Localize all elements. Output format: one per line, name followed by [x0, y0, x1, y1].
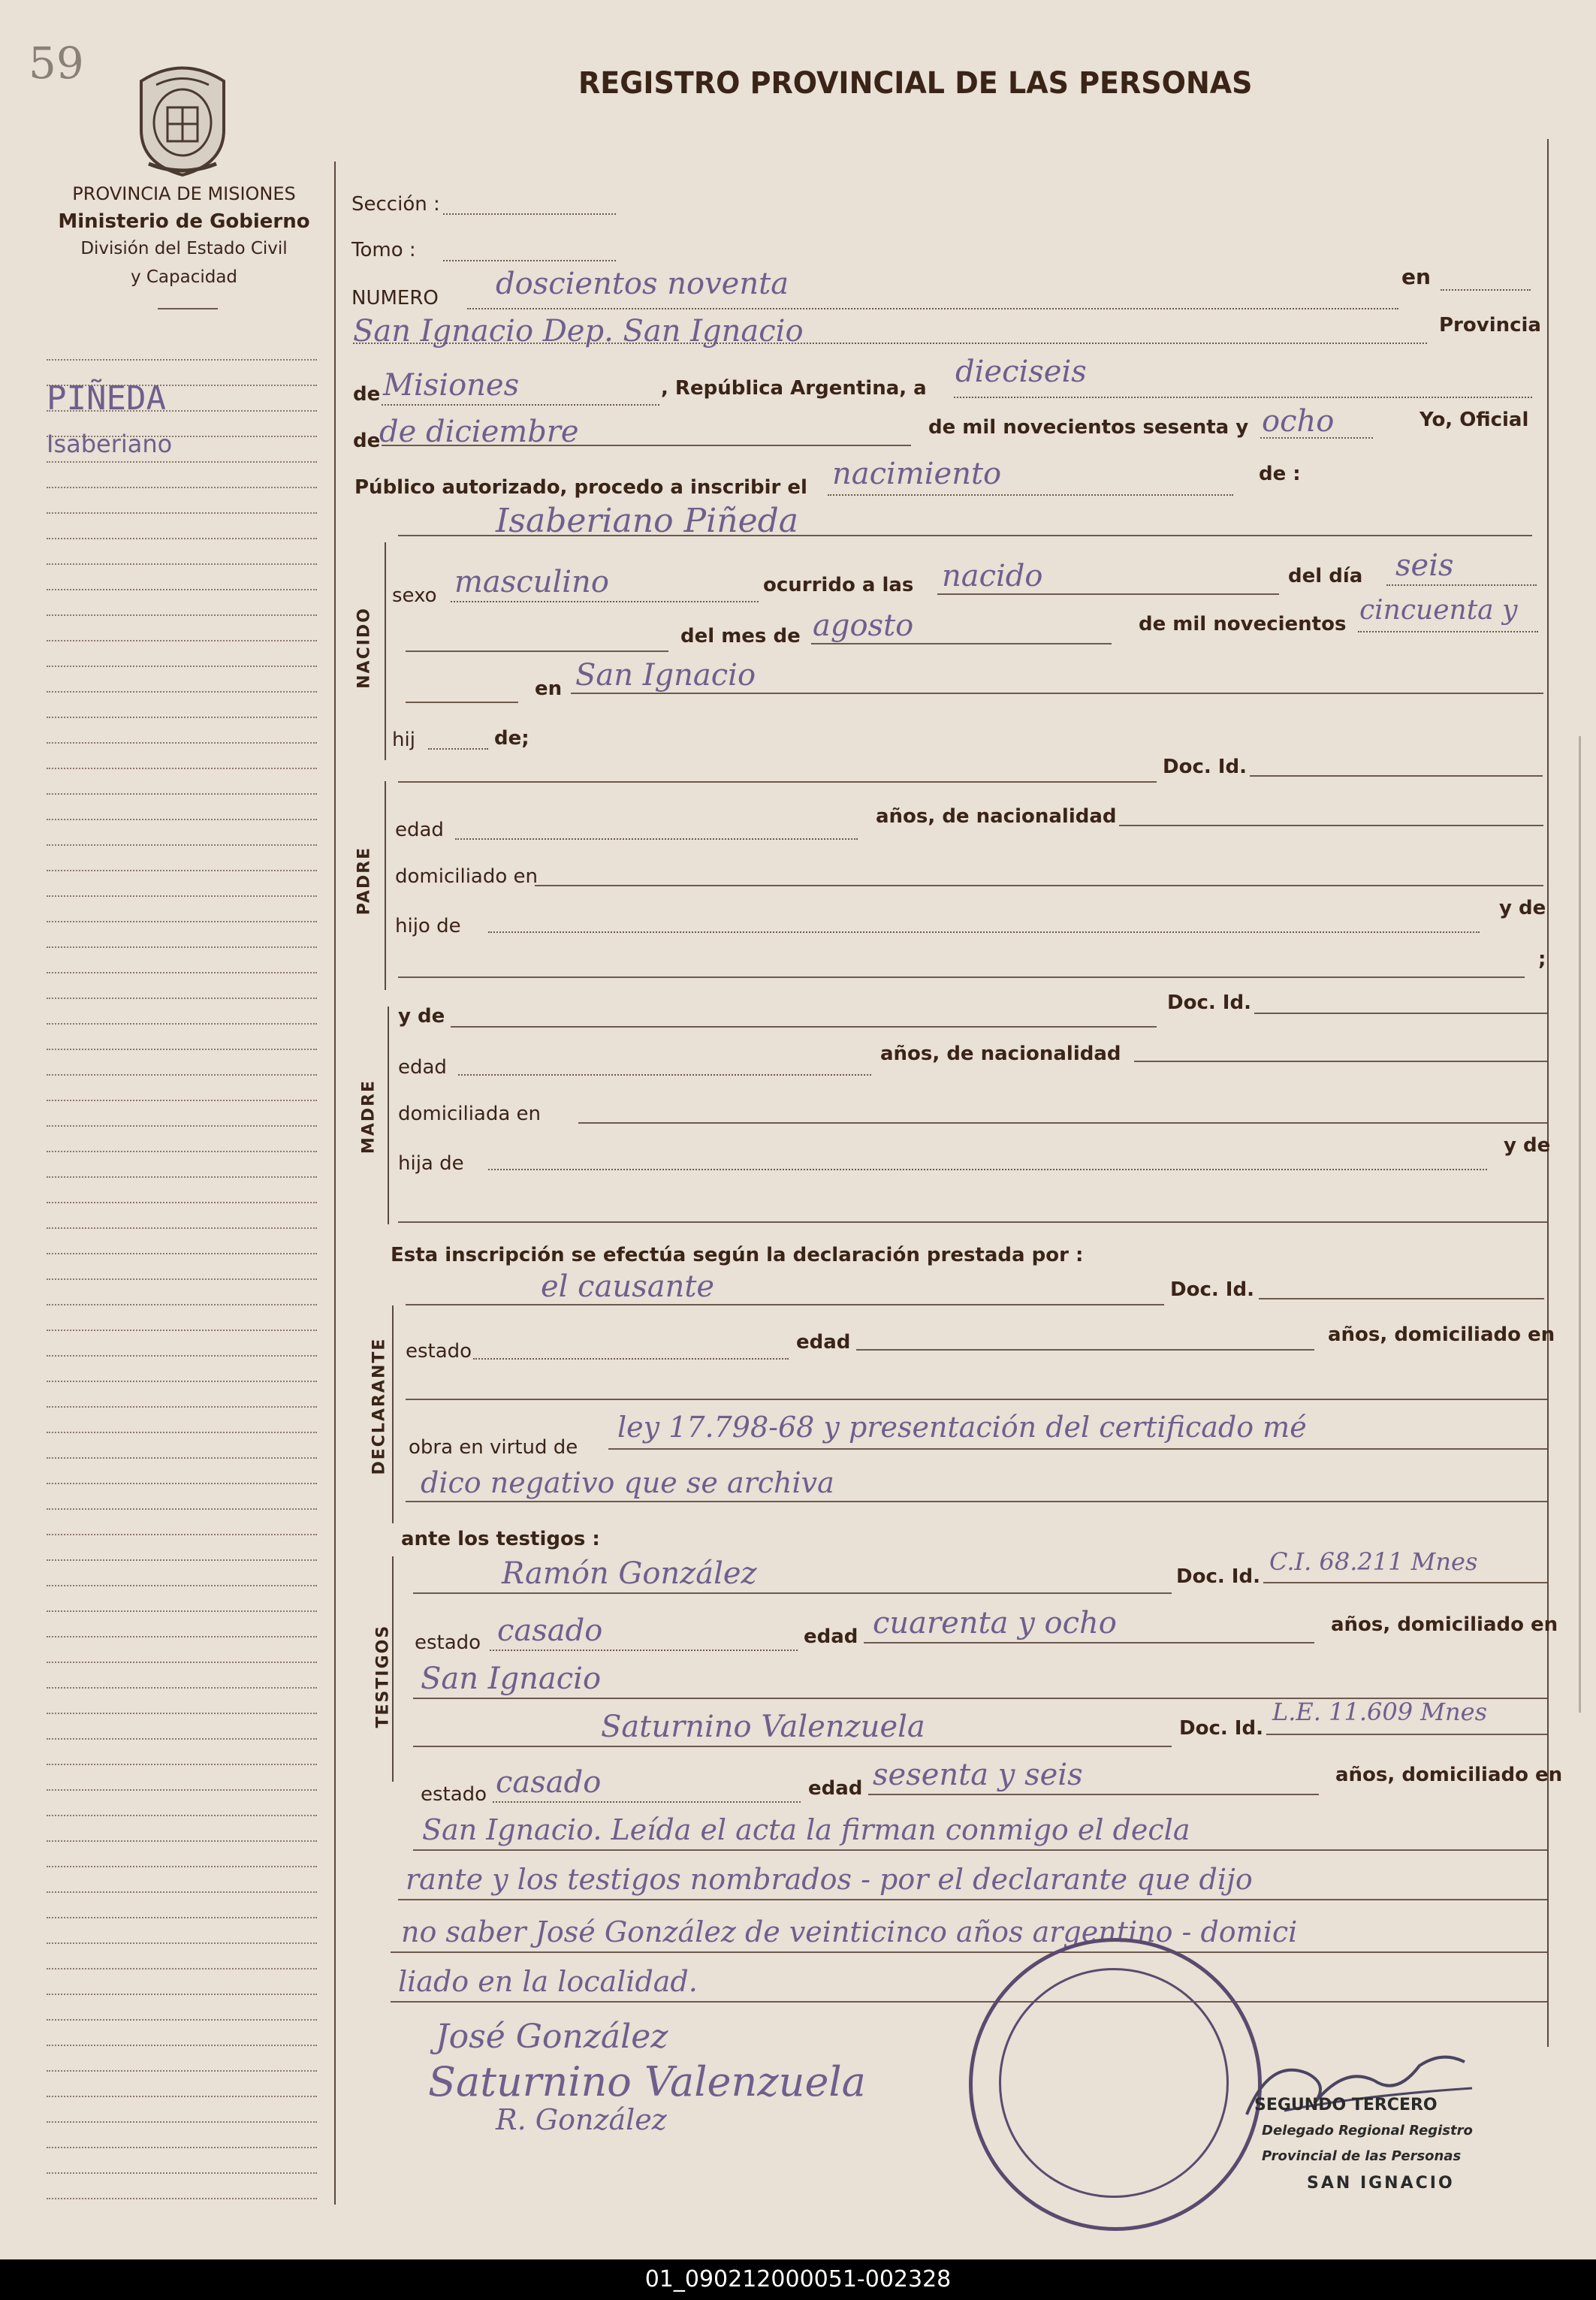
declarante-line [406, 1304, 1164, 1305]
margin-ruled-line [47, 1994, 317, 1995]
margin-ruled-line [47, 972, 317, 973]
de-label: de [353, 383, 381, 406]
margin-ruled-line [47, 1866, 317, 1867]
nota-line-3: no saber José González de veinticinco años argentino - domici [401, 1915, 1298, 1948]
provincia-label: Provincia [1439, 314, 1541, 337]
dia-line [954, 397, 1532, 398]
margin-ruled-line [47, 1176, 317, 1178]
hora-line [937, 593, 1279, 595]
padre-edad-line [455, 838, 858, 840]
margin-ruled-line [47, 2172, 317, 2174]
margin-ruled-line [47, 1662, 317, 1663]
image-id-footer: 01_090212000051-002328 [0, 2259, 1596, 2300]
margin-ruled-line [47, 461, 317, 463]
margin-ruled-line [47, 1942, 317, 1944]
esta-inscripcion-label: Esta inscripción se efectúa según la declaración prestada por : [391, 1244, 1084, 1266]
sexo-line [451, 601, 759, 602]
testigo2-edad-value: sesenta y seis [873, 1758, 1083, 1792]
declarante-section-border [392, 1305, 394, 1523]
testigo2-estado-label: estado [421, 1783, 487, 1806]
margin-ruled-line [47, 1610, 317, 1612]
padre-nac-label: años, de nacionalidad [876, 805, 1117, 828]
margin-ruled-line [47, 589, 317, 590]
margin-ruled-line [47, 1559, 317, 1561]
document-title: REGISTRO PROVINCIAL DE LAS PERSONAS [578, 66, 1253, 101]
seccion-line [443, 213, 616, 215]
en-label: en [1401, 264, 1431, 289]
paper-fold [1579, 736, 1581, 1713]
en-pre-line [406, 702, 518, 703]
testigo1-estado-label: estado [415, 1631, 481, 1654]
de-colon-label: de : [1259, 463, 1301, 485]
round-stamp-inner-ring [999, 1968, 1229, 2198]
testigo2-edad-line [868, 1794, 1319, 1795]
anio-line [1260, 437, 1373, 439]
margin-ruled-line [47, 2070, 317, 2072]
margin-ruled-line [47, 1917, 317, 1918]
anio-value: ocho [1262, 404, 1335, 439]
testigo1-line [413, 1592, 1172, 1594]
testigo1-estado-line [490, 1650, 798, 1651]
dia-nac-value: seis [1395, 548, 1454, 583]
margin-ruled-line [47, 2045, 317, 2046]
nota-rule-4 [391, 2001, 1547, 2003]
declarante-estado-line [473, 1358, 789, 1360]
declarante-domicilio-line [406, 1399, 1547, 1400]
de-label-2: de [353, 430, 381, 452]
padre-domicilio-line [535, 885, 1543, 886]
margin-ruled-line [47, 512, 317, 514]
obra-value-1: ley 17.798-68 y presentación del certificado mé [617, 1411, 1307, 1444]
madre-domicilio-line [578, 1122, 1547, 1124]
lugar-nac-line [571, 693, 1543, 694]
madre-section-border [388, 1007, 389, 1224]
declarante-edad-label: edad [796, 1331, 851, 1354]
testigo1-anos-label: años, domiciliado en [1331, 1613, 1558, 1636]
lugar-value: San Ignacio Dep. San Ignacio [353, 314, 804, 349]
yo-oficial-label: Yo, Oficial [1420, 409, 1529, 431]
testigo1-doc-label: Doc. Id. [1176, 1565, 1260, 1588]
mes-nac-line [811, 643, 1112, 644]
margin-ruled-line [47, 946, 317, 948]
madre-doc-label: Doc. Id. [1167, 992, 1251, 1014]
margin-ruled-line [47, 1355, 317, 1357]
declarante-section-label: DECLARANTE [370, 1337, 389, 1475]
testigo1-domicilio-value: San Ignacio [421, 1662, 602, 1696]
testigo2-estado-value: casado [496, 1765, 602, 1800]
margin-ruled-line [47, 2147, 317, 2148]
nota-line-1: San Ignacio. Leída el acta la firman conmigo el decla [422, 1813, 1190, 1846]
hij-line [428, 748, 488, 750]
margin-ruled-line [47, 998, 317, 999]
org-line-1: PROVINCIA DE MISIONES [72, 183, 296, 204]
madre-extra-line [398, 1221, 1547, 1223]
margin-ruled-line [47, 359, 317, 361]
madre-nac-line [1134, 1061, 1547, 1062]
nota-rule-3 [391, 1951, 1547, 1953]
del-mes-label: del mes de [680, 625, 801, 647]
nota-rule-1 [413, 1849, 1547, 1851]
testigo2-estado-line [493, 1801, 801, 1803]
lugar-line [353, 343, 1427, 344]
margin-ruled-line [47, 742, 317, 744]
hora-value: nacido [942, 559, 1043, 593]
margin-ruled-line [47, 1253, 317, 1254]
padre-y-de-label: y de [1499, 897, 1546, 919]
margin-ruled-line [47, 2121, 317, 2123]
declarante-value: el causante [541, 1269, 715, 1304]
mil-novecientos-label: de mil novecientos [1139, 613, 1347, 635]
nota-rule-2 [398, 1899, 1547, 1900]
margin-ruled-line [47, 1815, 317, 1816]
nombre-line [398, 535, 1532, 536]
obra-line-1 [608, 1448, 1547, 1450]
testigo1-estado-value: casado [497, 1613, 603, 1648]
margin-ruled-line [47, 614, 317, 616]
declarante-estado-label: estado [406, 1340, 472, 1363]
padre-hijo-de-line [488, 931, 1480, 933]
margin-ruled-line [47, 921, 317, 922]
form-left-border [334, 161, 336, 2205]
margin-ruled-line [47, 1381, 317, 1382]
margin-ruled-line [47, 1457, 317, 1459]
mes-nac-value: agosto [813, 608, 914, 643]
margin-ruled-line [47, 1074, 317, 1076]
nacido-section-border [385, 542, 386, 760]
tomo-label: Tomo : [351, 239, 416, 261]
margin-ruled-line [47, 1713, 317, 1714]
nombre-value: Isaberiano Piñeda [496, 502, 799, 540]
mes-line [382, 445, 911, 446]
madre-domicilio-label: domiciliada en [398, 1103, 542, 1125]
en-line [1441, 289, 1531, 291]
org-line-3: División del Estado Civil [80, 239, 288, 258]
ocurrido-label: ocurrido a las [763, 574, 914, 596]
testigo2-value: Saturnino Valenzuela [601, 1710, 925, 1744]
madre-edad-label: edad [398, 1056, 447, 1079]
lugar-nac-value: San Ignacio [575, 658, 756, 693]
official-stamp-line-4: SAN IGNACIO [1307, 2174, 1455, 2193]
official-stamp-line-1: SEGUNDO TERCERO [1254, 2096, 1438, 2114]
declarante-edad-line [856, 1349, 1314, 1351]
provincia-value: Misiones [383, 368, 520, 403]
padre-section-label: PADRE [354, 846, 374, 916]
margin-ruled-line [47, 1585, 317, 1586]
numero-value: doscientos noventa [496, 267, 789, 301]
padre-section-border [385, 781, 386, 990]
padre-name-line [398, 781, 1157, 783]
testigos-section-label: TESTIGOS [373, 1624, 393, 1728]
official-stamp-line-3: Provincial de las Personas [1262, 2148, 1462, 2164]
testigo1-doc-value: C.I. 68.211 Mnes [1269, 1547, 1478, 1576]
margin-ruled-line [47, 1789, 317, 1791]
madre-nac-label: años, de nacionalidad [880, 1043, 1121, 1065]
ante-testigos-label: ante los testigos : [401, 1528, 600, 1550]
padre-nac-line [1119, 825, 1543, 826]
margin-ruled-line [47, 1764, 317, 1765]
madre-y-de-label-2: y de [1504, 1134, 1551, 1157]
margin-surname: PIÑEDA [47, 379, 166, 418]
tomo-line [443, 260, 616, 261]
madre-hija-de-label: hija de [398, 1152, 464, 1175]
padre-domicilio-label: domiciliado en [395, 865, 539, 888]
margin-ruled-line [47, 1227, 317, 1229]
declarante-doc-label: Doc. Id. [1170, 1278, 1254, 1301]
mil-sesenta-label: de mil novecientos sesenta y [928, 416, 1249, 439]
padre-extra-line [398, 976, 1525, 978]
madre-section-label: MADRE [359, 1079, 379, 1155]
testigo2-doc-line [1266, 1734, 1547, 1735]
signature-r-gonzalez: R. González [496, 2103, 667, 2136]
hij-label: hij [392, 729, 415, 751]
madre-hija-de-line [488, 1169, 1487, 1170]
dia-nac-line [1386, 584, 1537, 586]
testigo2-edad-label: edad [808, 1777, 863, 1800]
testigo2-doc-label: Doc. Id. [1179, 1717, 1263, 1740]
margin-ruled-line [47, 768, 317, 769]
margin-ruled-line [47, 2019, 317, 2021]
margin-ruled-line [47, 1840, 317, 1842]
declarante-doc-line [1259, 1298, 1544, 1299]
margin-ruled-line [47, 1891, 317, 1893]
margin-ruled-line [47, 844, 317, 846]
numero-label: NUMERO [351, 287, 439, 309]
margin-ruled-line [47, 819, 317, 820]
margin-ruled-line [47, 1508, 317, 1510]
margin-ruled-line [47, 793, 317, 795]
margin-ruled-line [47, 2198, 317, 2199]
margin-ruled-line [47, 1534, 317, 1535]
madre-edad-line [458, 1074, 871, 1076]
madre-doc-line [1254, 1013, 1547, 1014]
official-stamp-line-2: Delegado Regional Registro [1262, 2123, 1473, 2139]
acto-value: nacimiento [832, 457, 1002, 491]
margin-ruled-line [47, 563, 317, 565]
provincial-seal-icon [126, 59, 239, 179]
margin-ruled-line [47, 895, 317, 897]
padre-semicolon: ; [1538, 948, 1546, 970]
seccion-label: Sección : [351, 193, 440, 216]
obra-line-2 [406, 1501, 1547, 1502]
org-line-4: y Capacidad [130, 267, 238, 287]
signature-jose-gonzalez: José González [436, 2018, 668, 2056]
margin-ruled-line [47, 1483, 317, 1484]
republica-label: , República Argentina, a [661, 377, 927, 400]
margin-ruled-line [47, 1304, 317, 1305]
margin-ruled-line [47, 1406, 317, 1408]
margin-ruled-line [47, 1687, 317, 1689]
margin-ruled-line [47, 1151, 317, 1152]
obra-label: obra en virtud de [409, 1436, 578, 1459]
padre-doc-line [1250, 775, 1543, 777]
margin-ruled-line [47, 1049, 317, 1050]
margin-ruled-line [47, 538, 317, 539]
padre-edad-label: edad [395, 819, 444, 841]
margin-ruled-line [47, 870, 317, 871]
signature-saturnino-valenzuela: Saturnino Valenzuela [428, 2058, 866, 2105]
numero-line [467, 308, 1398, 309]
testigo1-edad-value: cuarenta y ocho [873, 1606, 1117, 1640]
madre-name-line [451, 1026, 1157, 1028]
sexo-value: masculino [454, 565, 609, 599]
testigo1-edad-label: edad [804, 1625, 858, 1648]
margin-ruled-line [47, 2096, 317, 2097]
testigo1-value: Ramón González [502, 1556, 757, 1591]
mes-nac-pre-line [406, 650, 668, 652]
anio-nac-value: cincuenta y [1359, 595, 1518, 626]
testigo2-anos-label: años, domiciliado en [1335, 1764, 1563, 1786]
margin-ruled-line [47, 717, 317, 718]
margin-ruled-line [47, 666, 317, 667]
org-line-2: Ministerio de Gobierno [58, 210, 310, 233]
margin-ruled-line [47, 1432, 317, 1433]
testigo2-doc-value: L.E. 11.609 Mnes [1272, 1698, 1487, 1726]
nota-line-2: rante y los testigos nombrados - por el declarante que dijo [406, 1863, 1253, 1896]
margin-given-name: Isaberiano [47, 430, 173, 458]
en-nac-label: en [535, 678, 563, 700]
madre-y-de-label: y de [398, 1005, 445, 1028]
org-underline [158, 308, 218, 309]
provincia-line [382, 404, 659, 406]
margin-ruled-line [47, 1125, 317, 1127]
margin-ruled-line [47, 1278, 317, 1280]
anio-nac-line [1358, 631, 1538, 632]
obra-value-2: dico negativo que se archiva [421, 1466, 834, 1499]
padre-doc-label: Doc. Id. [1163, 756, 1247, 778]
mes-value: de diciembre [379, 415, 579, 449]
page-number: 59 [29, 38, 84, 89]
margin-ruled-line [47, 640, 317, 641]
margin-ruled-line [47, 1738, 317, 1740]
margin-ruled-line [47, 1202, 317, 1203]
margin-ruled-line [47, 691, 317, 693]
testigo1-doc-line [1263, 1582, 1547, 1583]
nacido-section-label: NACIDO [354, 607, 374, 689]
acto-line [828, 494, 1233, 496]
hij-de-label: de; [494, 727, 529, 750]
publico-label: Público autorizado, procedo a inscribir el [354, 476, 807, 499]
margin-ruled-line [47, 1968, 317, 1969]
testigo1-edad-line [864, 1642, 1314, 1644]
margin-ruled-line [47, 1100, 317, 1101]
margin-ruled-line [47, 487, 317, 488]
declarante-anos-label: años, domiciliado en [1328, 1324, 1555, 1346]
margin-ruled-line [47, 1636, 317, 1637]
dia-value: dieciseis [955, 355, 1087, 389]
nota-line-4: liado en la localidad. [398, 1965, 698, 1998]
margin-ruled-line [47, 1023, 317, 1025]
del-dia-label: del día [1288, 565, 1363, 587]
padre-hijo-de-label: hijo de [395, 915, 461, 937]
sexo-label: sexo [392, 584, 437, 607]
margin-ruled-line [47, 1330, 317, 1331]
testigo2-line [413, 1746, 1172, 1747]
form-right-border [1547, 139, 1549, 2047]
